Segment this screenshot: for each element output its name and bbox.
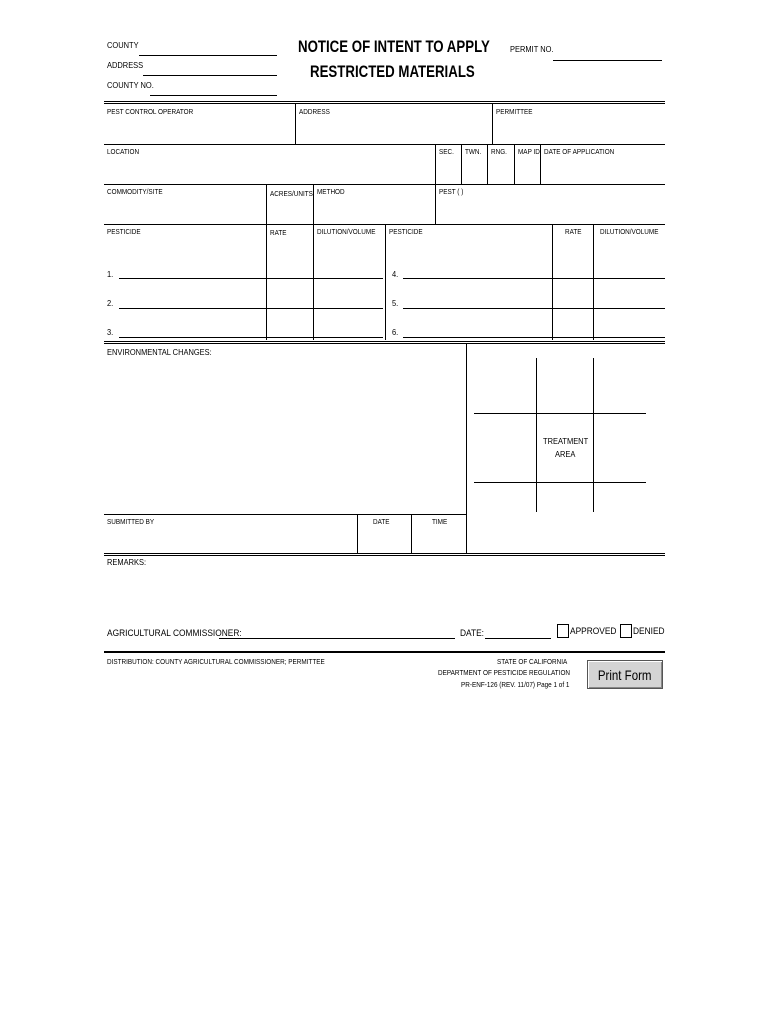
print-form-button-label: Print Form bbox=[598, 666, 652, 683]
location-field[interactable] bbox=[107, 162, 432, 174]
submitted-date-label: DATE bbox=[373, 517, 390, 526]
twn-label: TWN. bbox=[465, 147, 482, 156]
department-text: DEPARTMENT OF PESTICIDE REGULATION bbox=[438, 668, 571, 677]
pesticide-row-3-num: 3. bbox=[107, 327, 114, 337]
permittee-label: PERMITTEE bbox=[496, 107, 533, 116]
pesticide-2-field[interactable] bbox=[120, 295, 382, 307]
operator-label: PEST CONTROL OPERATOR bbox=[107, 107, 194, 116]
map-id-label: MAP ID bbox=[518, 147, 540, 156]
address-label: ADDRESS bbox=[107, 60, 144, 70]
county-field[interactable] bbox=[140, 42, 276, 54]
submitted-time-label: TIME bbox=[432, 517, 448, 526]
row1-address-label: ADDRESS bbox=[299, 107, 330, 116]
submitted-date-field[interactable] bbox=[361, 535, 408, 547]
rate-header-2: RATE bbox=[565, 227, 582, 236]
denied-label: DENIED bbox=[633, 626, 665, 637]
county-no-line bbox=[150, 95, 277, 96]
denied-checkbox[interactable] bbox=[620, 624, 632, 638]
pesticide-row-5-num: 5. bbox=[392, 298, 399, 308]
pest-label: PEST ( ) bbox=[439, 187, 464, 196]
environmental-changes-label: ENVIRONMENTAL CHANGES: bbox=[107, 347, 212, 357]
treatment-grid-v1 bbox=[536, 358, 537, 512]
commissioner-date-label: DATE: bbox=[460, 628, 485, 639]
operator-field[interactable] bbox=[107, 122, 292, 134]
treatment-label-line2: AREA bbox=[555, 449, 576, 459]
print-form-button[interactable] bbox=[587, 660, 663, 689]
commodity-field[interactable] bbox=[107, 204, 262, 216]
pesticide-6-field[interactable] bbox=[404, 324, 551, 336]
pesticide-1-field[interactable] bbox=[120, 265, 382, 277]
ag-commissioner-label: AGRICULTURAL COMMISSIONER: bbox=[107, 628, 242, 639]
permit-no-label: PERMIT NO. bbox=[510, 44, 554, 54]
dilution-header-2: DILUTION/VOLUME bbox=[600, 227, 659, 236]
date-of-application-field[interactable] bbox=[544, 162, 661, 174]
date-of-application-label: DATE OF APPLICATION bbox=[544, 147, 615, 156]
county-no-field[interactable] bbox=[151, 82, 276, 94]
commissioner-date-field[interactable] bbox=[486, 625, 550, 637]
state-text: STATE OF CALIFORNIA bbox=[497, 657, 568, 666]
pesticide-row-6-num: 6. bbox=[392, 327, 399, 337]
county-line bbox=[139, 55, 277, 56]
rng-label: RNG. bbox=[491, 147, 507, 156]
environmental-changes-field[interactable] bbox=[107, 362, 466, 514]
method-label: METHOD bbox=[317, 187, 345, 196]
pesticide-5-field[interactable] bbox=[404, 295, 551, 307]
address-line bbox=[143, 75, 277, 76]
ag-commissioner-field[interactable] bbox=[220, 625, 454, 637]
pesticide-row-4-num: 4. bbox=[392, 269, 399, 279]
remarks-field[interactable] bbox=[107, 572, 665, 621]
county-label: COUNTY bbox=[107, 40, 139, 50]
commodity-label: COMMODITY/SITE bbox=[107, 187, 163, 196]
form-title-line2: RESTRICTED MATERIALS bbox=[310, 62, 475, 81]
pesticide-row-2-num: 2. bbox=[107, 298, 114, 308]
treatment-label-line1: TREATMENT bbox=[543, 436, 589, 446]
permit-no-line bbox=[553, 60, 662, 61]
dilution-header: DILUTION/VOLUME bbox=[317, 227, 376, 236]
location-label: LOCATION bbox=[107, 147, 140, 156]
rate-header: RATE bbox=[270, 228, 287, 237]
treatment-grid-v2 bbox=[593, 358, 594, 512]
pesticide-header-2: PESTICIDE bbox=[389, 227, 423, 236]
treatment-grid-h1 bbox=[474, 413, 646, 414]
pesticide-4-field[interactable] bbox=[404, 265, 551, 277]
remarks-label: REMARKS: bbox=[107, 557, 147, 567]
pesticide-row-1-num: 1. bbox=[107, 269, 114, 279]
permittee-field[interactable] bbox=[496, 122, 661, 134]
row1-address-field[interactable] bbox=[299, 122, 489, 134]
approved-checkbox[interactable] bbox=[557, 624, 569, 638]
form-title-line1: NOTICE OF INTENT TO APPLY bbox=[298, 37, 490, 56]
sec-label: SEC. bbox=[439, 147, 454, 156]
form-id-text: PR-ENF-126 (REV. 11/07) Page 1 of 1 bbox=[461, 680, 570, 689]
acres-units-label: ACRES/UNITS bbox=[270, 189, 313, 198]
pesticide-header: PESTICIDE bbox=[107, 227, 141, 236]
submitted-by-field[interactable] bbox=[107, 535, 352, 547]
submitted-by-label: SUBMITTED BY bbox=[107, 517, 155, 526]
permit-no-field[interactable] bbox=[554, 47, 661, 59]
treatment-grid-h2 bbox=[474, 482, 646, 483]
county-no-label: COUNTY NO. bbox=[107, 80, 154, 90]
approved-label: APPROVED bbox=[570, 626, 617, 637]
submitted-time-field[interactable] bbox=[415, 535, 462, 547]
address-field[interactable] bbox=[144, 62, 276, 74]
pesticide-3-field[interactable] bbox=[120, 324, 382, 336]
distribution-text: DISTRIBUTION: COUNTY AGRICULTURAL COMMISSIONER; PERMITTEE bbox=[107, 657, 325, 666]
table-top-border bbox=[104, 101, 665, 104]
